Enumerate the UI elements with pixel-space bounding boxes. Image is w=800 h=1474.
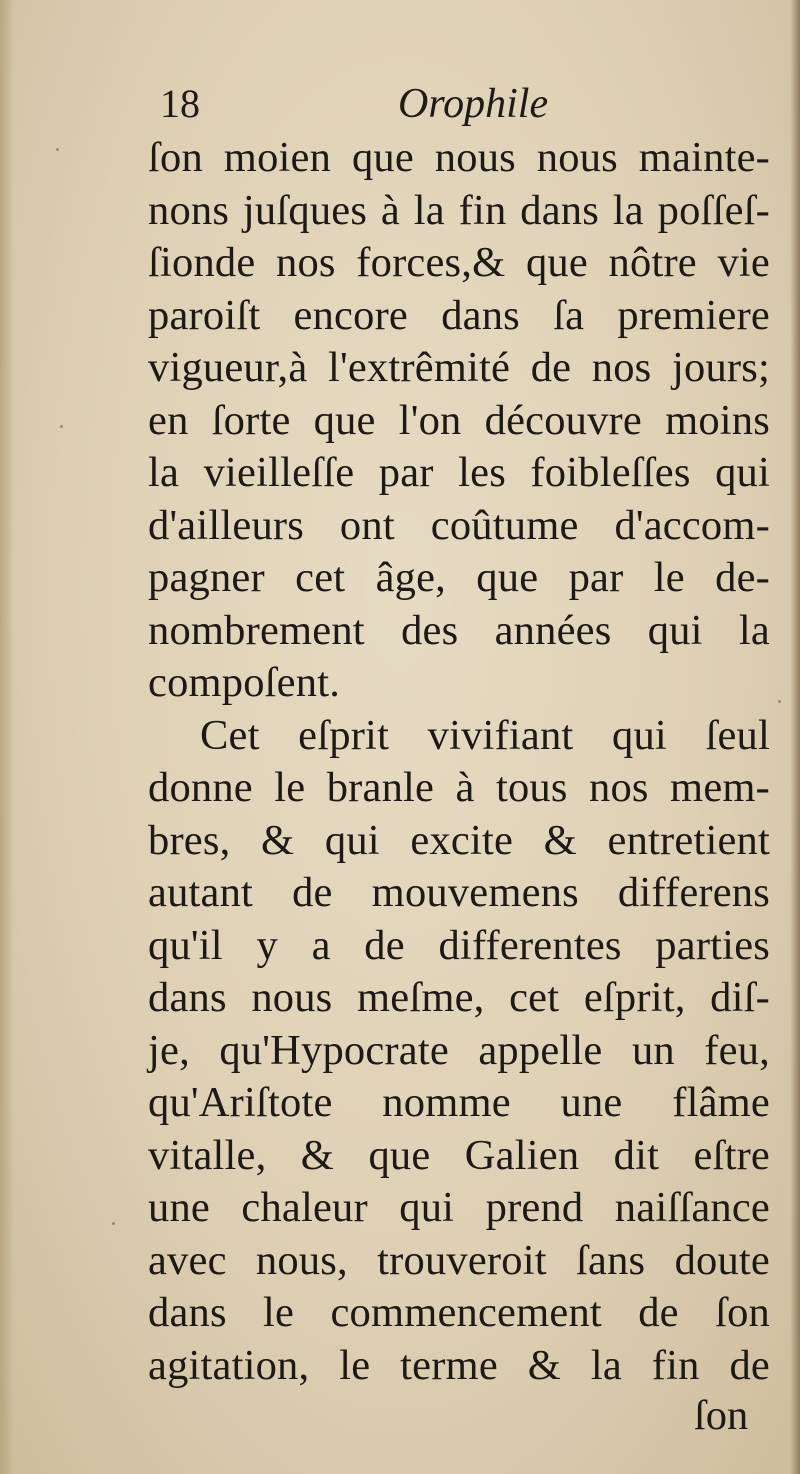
text-line: qu'Ariſtote nomme une flâme [148, 1079, 770, 1126]
body-text [148, 132, 770, 1392]
text-line: nombrement des années qui la [148, 606, 770, 654]
text-line: pagner cet âge, que par le de- [148, 554, 770, 601]
text-line-paragraph-start: Cet eſprit vivifiant qui ſeul [200, 711, 770, 759]
text-line: vigueur,à l'extrêmité de nos jours; [148, 344, 770, 391]
text-line: agitation, le terme & la fin de [148, 1341, 770, 1389]
page-edge-shadow-left [0, 0, 14, 1474]
text-line: paroiſt encore dans ſa premiere [148, 291, 770, 339]
text-line: autant de mouvemens differens [148, 869, 770, 916]
paper-speck [56, 148, 59, 151]
text-line: avec nous, trouveroit ſans doute [148, 1236, 770, 1284]
text-line: ſon moien que nous nous mainte- [148, 134, 770, 181]
text-line: ſionde nos forces,& que nôtre vie [148, 239, 770, 286]
page-number: 18 [160, 81, 200, 126]
text-line: nons juſques à la fin dans la poſſeſ- [148, 186, 770, 234]
text-line: la vieilleſſe par les foibleſſes qui [148, 449, 770, 496]
text-line: donne le branle à tous nos mem- [148, 764, 770, 811]
running-title: Orophile [398, 81, 549, 127]
text-line: une chaleur qui prend naiſſance [148, 1184, 770, 1231]
text-line: dans nous meſme, cet eſprit, diſ- [148, 974, 770, 1021]
text-line: je, qu'Hypocrate appelle un feu, [148, 1026, 770, 1074]
page-edge-shadow-right [790, 0, 800, 1474]
text-line: dans le commencement de ſon [148, 1289, 770, 1336]
text-line: bres, & qui excite & entretient [148, 816, 770, 864]
running-head [160, 80, 580, 130]
catchword: ſon [694, 1392, 749, 1439]
text-line-paragraph-end: compoſent. [148, 659, 341, 706]
text-line: en ſorte que l'on découvre moins [148, 396, 770, 444]
text-line: qu'il y a de differentes parties [148, 921, 770, 969]
paper-speck [778, 700, 781, 703]
paper-speck [112, 1222, 115, 1225]
text-line: vitalle, & que Galien dit eſtre [148, 1131, 770, 1179]
text-line: d'ailleurs ont coûtume d'accom- [148, 501, 770, 549]
paper-speck [60, 425, 63, 428]
